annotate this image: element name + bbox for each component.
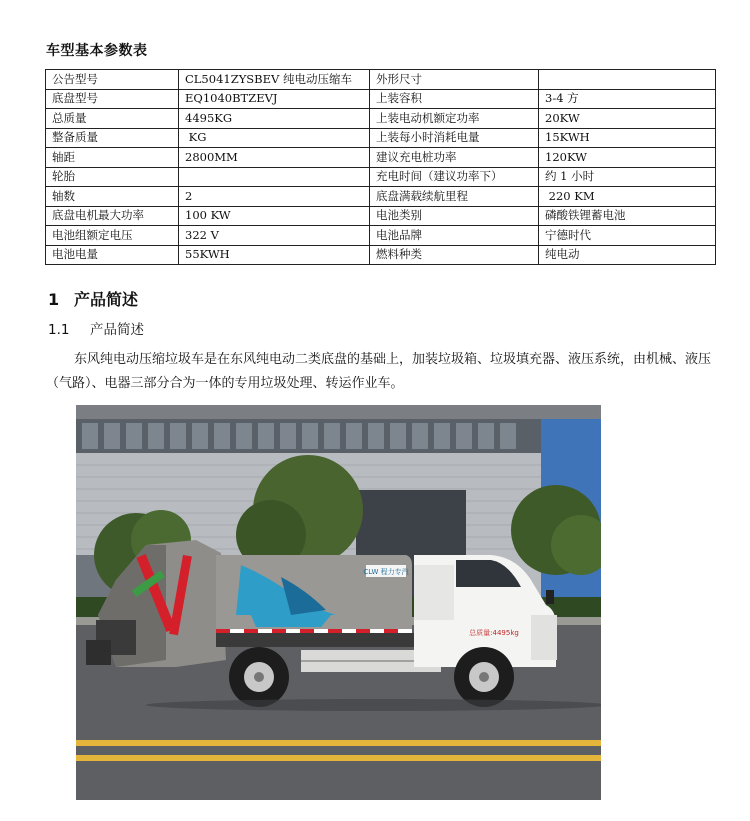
- param-value-cell: 15KWH: [539, 128, 716, 148]
- param-value-cell: 约 1 小时: [539, 167, 716, 187]
- param-label-cell: 电池电量: [46, 245, 179, 265]
- road-line: [76, 740, 601, 746]
- box-logo-text: CLW 程力专汽: [363, 568, 409, 576]
- table-row: [46, 89, 716, 109]
- param-value-cell: 55KWH: [179, 245, 370, 265]
- param-label-cell: 轴距: [46, 148, 179, 168]
- table-row: [46, 109, 716, 129]
- param-label-cell: 底盘型号: [46, 89, 179, 109]
- truck-shadow: [146, 699, 601, 711]
- front-wheel: [454, 647, 514, 707]
- subsection-number: 1.1: [48, 322, 70, 338]
- subsection-title: 产品简述: [90, 322, 144, 338]
- intro-paragraph: 东风纯电动压缩垃圾车是在东风纯电动二类底盘的基础上，加装垃圾箱、垃圾填充器、液压系统，由机械、液压（气路）、电器三部分合为一体的专用垃圾处理、转运作业车。: [46, 352, 712, 391]
- param-label-cell: 整备质量: [46, 128, 179, 148]
- table-row: [46, 187, 716, 207]
- param-label-cell: 电池类别: [370, 206, 539, 226]
- section-number: 1: [48, 290, 60, 309]
- param-label-cell: 建议充电桩功率: [370, 148, 539, 168]
- param-label-cell: 底盘电机最大功率: [46, 206, 179, 226]
- param-value-cell: 磷酸铁锂蓄电池: [539, 206, 716, 226]
- param-value-cell: 3-4 方: [539, 89, 716, 109]
- section-heading: [48, 287, 138, 310]
- param-value-cell: 宁德时代: [539, 226, 716, 246]
- param-value-cell: 纯电动: [539, 245, 716, 265]
- reflective-stripe: [216, 629, 412, 633]
- param-label-cell: 充电时间（建议功率下）: [370, 167, 539, 187]
- param-label-cell: 轴数: [46, 187, 179, 207]
- truck-photo: [76, 405, 601, 800]
- param-label-cell: 底盘满载续航里程: [370, 187, 539, 207]
- param-value-cell: 2800MM: [179, 148, 370, 168]
- chassis: [216, 633, 446, 647]
- rear-wheel: [229, 647, 289, 707]
- param-value-cell: 20KW: [539, 109, 716, 129]
- param-label-cell: 上装容积: [370, 89, 539, 109]
- param-label-cell: 燃料种类: [370, 245, 539, 265]
- param-label-cell: 总质量: [46, 109, 179, 129]
- table-row: [46, 148, 716, 168]
- param-value-cell: CL5041ZYSBEV 纯电动压缩车: [179, 70, 370, 90]
- section-title: 产品简述: [74, 290, 139, 309]
- building-roof: [76, 405, 601, 419]
- param-value-cell: 322 V: [179, 226, 370, 246]
- table-row: [46, 245, 716, 265]
- road-line: [76, 755, 601, 761]
- param-label-cell: 电池组额定电压: [46, 226, 179, 246]
- param-value-cell: EQ1040BTZEVJ: [179, 89, 370, 109]
- param-value-cell: KG: [179, 128, 370, 148]
- table-row: [46, 226, 716, 246]
- table-row: [46, 167, 716, 187]
- param-value-cell: 120KW: [539, 148, 716, 168]
- param-label-cell: 上装每小时消耗电量: [370, 128, 539, 148]
- subsection-heading: [48, 318, 144, 338]
- door-mass-text: 总质量:4495kg: [469, 629, 519, 637]
- side-mirror: [546, 590, 554, 604]
- param-value-cell: [539, 70, 716, 90]
- param-value-cell: 220 KM: [539, 187, 716, 207]
- param-label-cell: 上装电动机额定功率: [370, 109, 539, 129]
- param-label-cell: 外形尺寸: [370, 70, 539, 90]
- param-label-cell: 公告型号: [46, 70, 179, 90]
- param-label-cell: 电池品牌: [370, 226, 539, 246]
- param-value-cell: 2: [179, 187, 370, 207]
- table-row: [46, 206, 716, 226]
- param-value-cell: 4495KG: [179, 109, 370, 129]
- table-row: [46, 70, 716, 90]
- table-row: [46, 128, 716, 148]
- table-title: 车型基本参数表: [46, 43, 148, 59]
- param-label-cell: 轮胎: [46, 167, 179, 187]
- param-value-cell: [179, 167, 370, 187]
- params-table: [45, 69, 716, 265]
- param-value-cell: 100 KW: [179, 206, 370, 226]
